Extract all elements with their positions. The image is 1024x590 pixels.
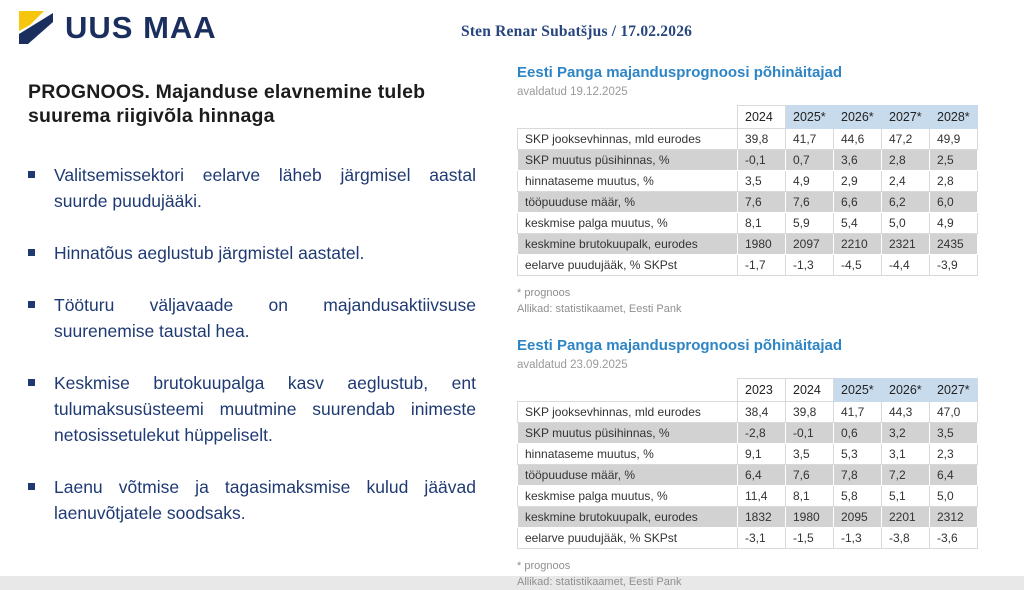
- value-cell: 5,4: [834, 213, 882, 234]
- value-cell: 5,3: [834, 444, 882, 465]
- value-cell: 6,4: [930, 465, 978, 486]
- value-cell: 38,4: [738, 402, 786, 423]
- value-cell: 2,8: [882, 150, 930, 171]
- table-row: [518, 528, 978, 549]
- value-cell: 3,5: [786, 444, 834, 465]
- bullet-list: [28, 162, 476, 526]
- row-label: eelarve puudujääk, % SKPst: [518, 528, 738, 549]
- value-cell: 2097: [786, 234, 834, 255]
- value-cell: 2435: [930, 234, 978, 255]
- value-cell: 7,8: [834, 465, 882, 486]
- row-label: keskmine brutokuupalk, eurodes: [518, 234, 738, 255]
- year-header-forecast: 2027*: [882, 106, 930, 129]
- uusmaa-flag-icon: [18, 10, 56, 45]
- row-label: SKP jooksevhinnas, mld eurodes: [518, 402, 738, 423]
- bullet-item: Tööturu väljavaade on majandusaktiivsuse suurenemise taustal hea.: [54, 292, 476, 344]
- value-cell: 2321: [882, 234, 930, 255]
- forecast-table-block-1: [517, 64, 979, 317]
- value-cell: 5,0: [882, 213, 930, 234]
- table-published-date: avaldatud 19.12.2025: [517, 86, 628, 98]
- value-cell: 3,5: [738, 171, 786, 192]
- corner-cell: [518, 379, 738, 402]
- value-cell: 1980: [786, 507, 834, 528]
- left-column: [28, 80, 476, 552]
- value-cell: 44,6: [834, 129, 882, 150]
- value-cell: -4,4: [882, 255, 930, 276]
- logo: [18, 10, 217, 45]
- footnote-sources: Allikad: statistikaamet, Eesti Pank: [517, 576, 682, 588]
- logo-text: UUS MAA: [65, 10, 217, 45]
- table-row: [518, 213, 978, 234]
- table-row: [518, 423, 978, 444]
- value-cell: 41,7: [834, 402, 882, 423]
- table-row: [518, 171, 978, 192]
- year-header: 2023: [738, 379, 786, 402]
- value-cell: 3,6: [834, 150, 882, 171]
- value-cell: 5,8: [834, 486, 882, 507]
- row-label: hinnataseme muutus, %: [518, 444, 738, 465]
- table-row: [518, 150, 978, 171]
- bullet-item: Keskmise brutokuupalga kasv aeglustub, ent tulumaksusüsteemi muutmine suurendab inimeste netosissetulekut hüppeliselt.: [54, 370, 476, 448]
- value-cell: 44,3: [882, 402, 930, 423]
- right-column: [517, 64, 979, 590]
- year-header: 2024: [738, 106, 786, 129]
- value-cell: 2,5: [930, 150, 978, 171]
- value-cell: 11,4: [738, 486, 786, 507]
- row-label: tööpuuduse määr, %: [518, 192, 738, 213]
- value-cell: 1980: [738, 234, 786, 255]
- value-cell: 5,1: [882, 486, 930, 507]
- value-cell: 2312: [930, 507, 978, 528]
- year-header: 2024: [786, 379, 834, 402]
- value-cell: 47,2: [882, 129, 930, 150]
- table-title: Eesti Panga majandusprognoosi põhinäitajad: [517, 64, 843, 81]
- value-cell: 2,3: [930, 444, 978, 465]
- value-cell: -3,8: [882, 528, 930, 549]
- value-cell: 9,1: [738, 444, 786, 465]
- value-cell: -3,6: [930, 528, 978, 549]
- table-row: [518, 402, 978, 423]
- table-row: [518, 465, 978, 486]
- value-cell: 0,6: [834, 423, 882, 444]
- table-row: [518, 507, 978, 528]
- byline: Sten Renar Subatšjus / 17.02.2026: [461, 23, 693, 40]
- row-label: keskmine brutokuupalk, eurodes: [518, 507, 738, 528]
- value-cell: 0,7: [786, 150, 834, 171]
- bullet-item: Laenu võtmise ja tagasimaksmise kulud jäävad laenuvõtjatele soodsaks.: [54, 474, 476, 526]
- value-cell: 3,1: [882, 444, 930, 465]
- row-label: hinnataseme muutus, %: [518, 171, 738, 192]
- corner-cell: [518, 106, 738, 129]
- value-cell: 6,0: [930, 192, 978, 213]
- row-label: SKP muutus püsihinnas, %: [518, 150, 738, 171]
- value-cell: 7,2: [882, 465, 930, 486]
- value-cell: -1,3: [786, 255, 834, 276]
- value-cell: -0,1: [786, 423, 834, 444]
- table-row: [518, 486, 978, 507]
- year-header-forecast: 2025*: [834, 379, 882, 402]
- table-row: [518, 444, 978, 465]
- forecast-table-2: [517, 378, 978, 549]
- value-cell: 2,8: [930, 171, 978, 192]
- table-header-row: [518, 106, 978, 129]
- table-footnotes: [517, 285, 979, 317]
- value-cell: 7,6: [786, 465, 834, 486]
- value-cell: 8,1: [786, 486, 834, 507]
- bullet-item: Valitsemissektori eelarve läheb järgmisel aastal suurde puudujääki.: [54, 162, 476, 214]
- row-label: eelarve puudujääk, % SKPst: [518, 255, 738, 276]
- year-header-forecast: 2026*: [834, 106, 882, 129]
- year-header-forecast: 2027*: [930, 379, 978, 402]
- year-header-forecast: 2026*: [882, 379, 930, 402]
- footnote-prognoos: * prognoos: [517, 560, 571, 572]
- footnote-sources: Allikad: statistikaamet, Eesti Pank: [517, 303, 682, 315]
- value-cell: -3,1: [738, 528, 786, 549]
- table-row: [518, 255, 978, 276]
- value-cell: 49,9: [930, 129, 978, 150]
- year-header-forecast: 2025*: [786, 106, 834, 129]
- row-label: keskmise palga muutus, %: [518, 486, 738, 507]
- value-cell: 2095: [834, 507, 882, 528]
- value-cell: -2,8: [738, 423, 786, 444]
- value-cell: 4,9: [930, 213, 978, 234]
- value-cell: 6,2: [882, 192, 930, 213]
- value-cell: 2210: [834, 234, 882, 255]
- value-cell: 8,1: [738, 213, 786, 234]
- table-header-row: [518, 379, 978, 402]
- value-cell: -1,5: [786, 528, 834, 549]
- value-cell: 3,2: [882, 423, 930, 444]
- bullet-item: Hinnatõus aeglustub järgmistel aastatel.: [54, 240, 476, 266]
- value-cell: 2201: [882, 507, 930, 528]
- row-label: SKP jooksevhinnas, mld eurodes: [518, 129, 738, 150]
- row-label: tööpuuduse määr, %: [518, 465, 738, 486]
- forecast-table-block-2: [517, 337, 979, 590]
- value-cell: -4,5: [834, 255, 882, 276]
- value-cell: 47,0: [930, 402, 978, 423]
- forecast-table-1: [517, 105, 978, 276]
- table-published-date: avaldatud 23.09.2025: [517, 359, 628, 371]
- value-cell: 6,6: [834, 192, 882, 213]
- year-header-forecast: 2028*: [930, 106, 978, 129]
- table-footnotes: [517, 558, 979, 590]
- row-label: SKP muutus püsihinnas, %: [518, 423, 738, 444]
- value-cell: 4,9: [786, 171, 834, 192]
- value-cell: 39,8: [786, 402, 834, 423]
- value-cell: 7,6: [786, 192, 834, 213]
- value-cell: -1,3: [834, 528, 882, 549]
- value-cell: 2,4: [882, 171, 930, 192]
- slide-title: PROGNOOS. Majanduse elavnemine tuleb suurema riigivõla hinnaga: [28, 81, 426, 127]
- value-cell: 5,0: [930, 486, 978, 507]
- value-cell: 2,9: [834, 171, 882, 192]
- row-label: keskmise palga muutus, %: [518, 213, 738, 234]
- value-cell: -3,9: [930, 255, 978, 276]
- value-cell: 41,7: [786, 129, 834, 150]
- value-cell: 6,4: [738, 465, 786, 486]
- value-cell: 5,9: [786, 213, 834, 234]
- table-row: [518, 192, 978, 213]
- value-cell: -1,7: [738, 255, 786, 276]
- value-cell: 39,8: [738, 129, 786, 150]
- table-row: [518, 129, 978, 150]
- value-cell: 7,6: [738, 192, 786, 213]
- footnote-prognoos: * prognoos: [517, 287, 571, 299]
- value-cell: 3,5: [930, 423, 978, 444]
- table-row: [518, 234, 978, 255]
- table-title: Eesti Panga majandusprognoosi põhinäitajad: [517, 337, 843, 354]
- value-cell: 1832: [738, 507, 786, 528]
- value-cell: -0,1: [738, 150, 786, 171]
